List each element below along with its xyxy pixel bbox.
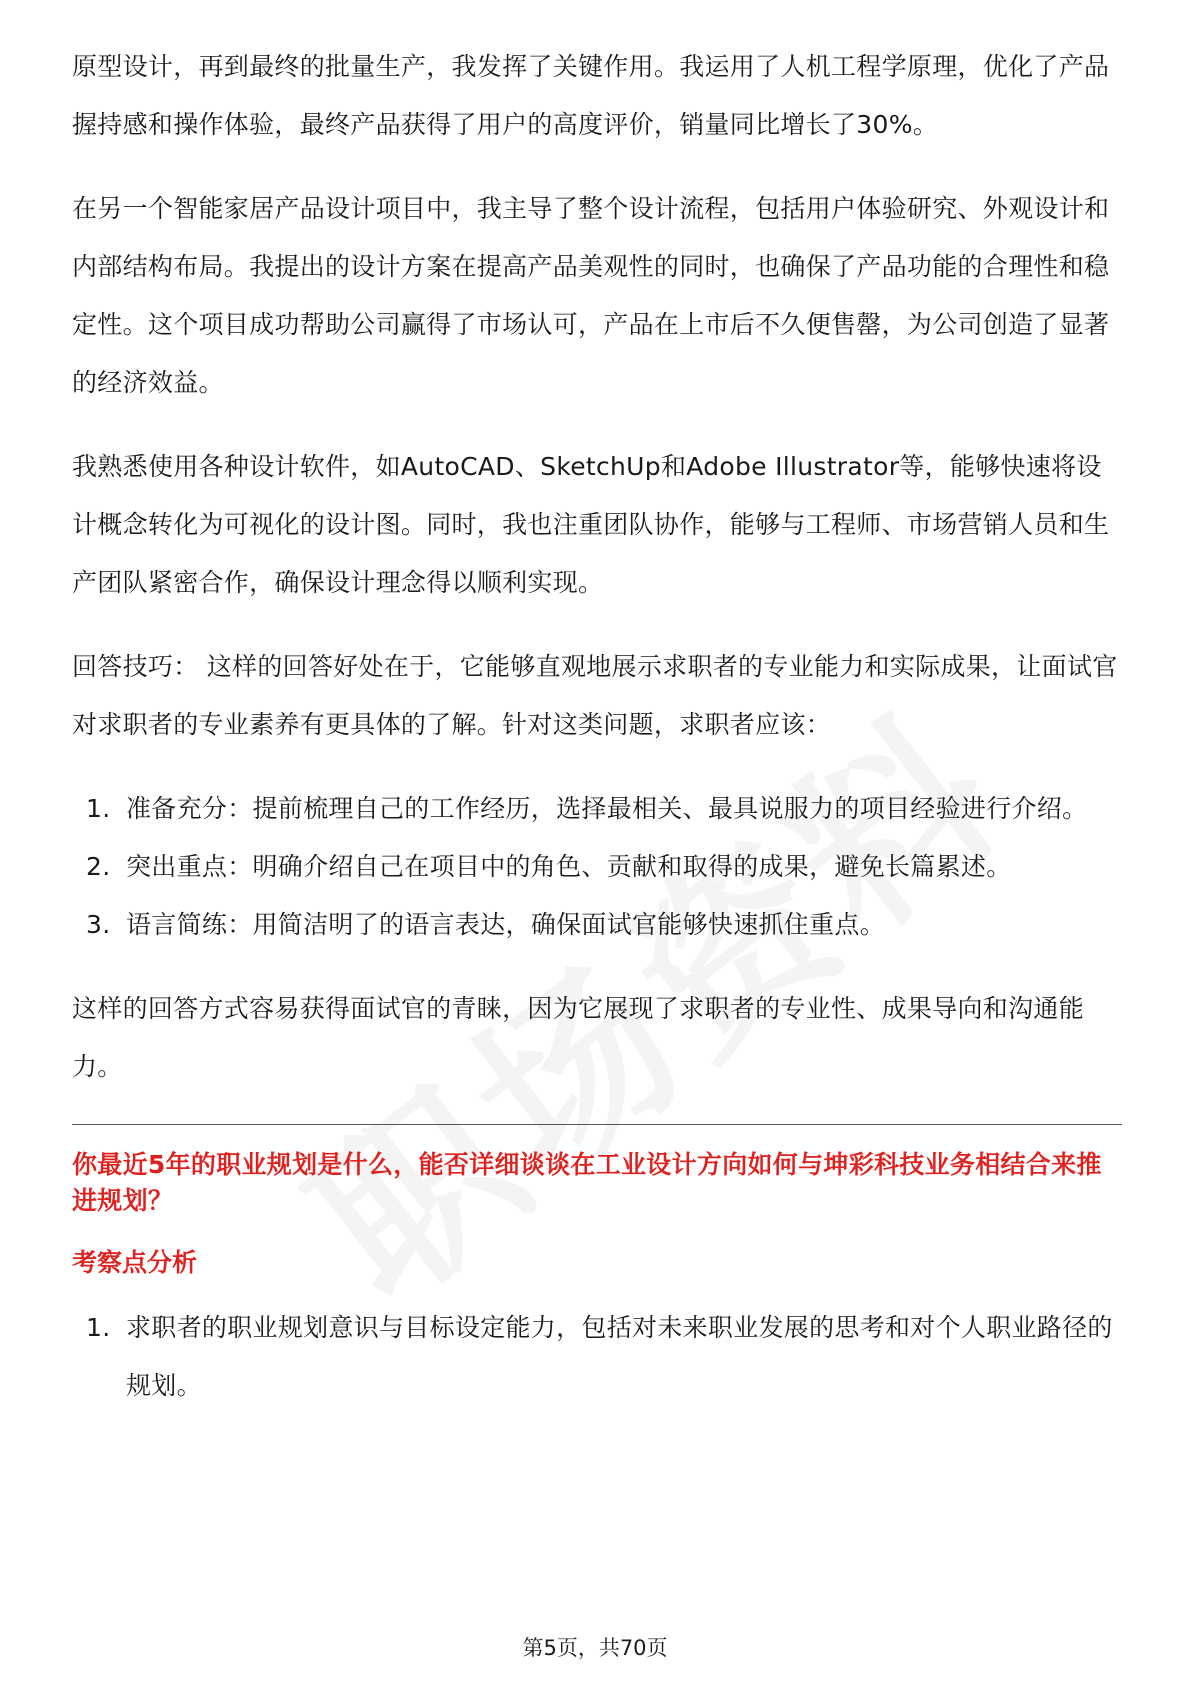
analysis-title: 考察点分析 xyxy=(72,1248,198,1277)
paragraph: 在另一个智能家居产品设计项目中，我主导了整个设计流程，包括用户体验研究、外观设计和内部结构布局。我提出的设计方案在提高产品美观性的同时，也确保了产品功能的合理性和稳定性。这个项目成功帮助公司赢得了市场认可，产品在上市后不久便售罄，为公司创造了显著的经济效益。 xyxy=(72,194,1110,397)
list-number: 1. xyxy=(86,1313,111,1342)
list-item xyxy=(72,896,1122,954)
list-item-text: 语言简练：用简洁明了的语言表达，确保面试官能够快速抓住重点。 xyxy=(126,910,886,939)
list-item-text: 突出重点：明确介绍自己在项目中的角色、贡献和取得的成果，避免长篇累述。 xyxy=(126,852,1012,881)
answer-tips-paragraph: 回答技巧： 这样的回答好处在于，它能够直观地展示求职者的专业能力和实际成果，让面试官对求职者的专业素养有更具体的了解。针对这类问题，求职者应该： xyxy=(72,652,1118,739)
list-item-text: 求职者的职业规划意识与目标设定能力，包括对未来职业发展的思考和对个人职业路径的规划。 xyxy=(126,1313,1113,1400)
list-number: 2. xyxy=(86,852,111,881)
paragraph: 原型设计，再到最终的批量生产，我发挥了关键作用。我运用了人机工程学原理，优化了产品握持感和操作体验，最终产品获得了用户的高度评价，销量同比增长了30%。 xyxy=(72,52,1110,139)
list-number: 3. xyxy=(86,910,111,939)
page-content xyxy=(72,38,1122,1441)
list-item xyxy=(72,838,1122,896)
paragraph: 我熟悉使用各种设计软件，如AutoCAD、SketchUp和Adobe Illustrator等，能够快速将设计概念转化为可视化的设计图。同时，我也注重团队协作，能够与工程师、市场营销人员和生产团队紧密合作，确保设计理念得以顺利实现。 xyxy=(72,452,1110,597)
list-item xyxy=(72,780,1122,838)
page-footer: 第5页，共70页 xyxy=(522,1636,668,1660)
tips-list xyxy=(72,780,1122,954)
list-item xyxy=(72,1299,1122,1415)
list-item-text: 准备充分：提前梳理自己的工作经历，选择最相关、最具说服力的项目经验进行介绍。 xyxy=(126,794,1088,823)
analysis-list xyxy=(72,1299,1122,1415)
interview-question: 你最近5年的职业规划是什么，能否详细谈谈在工业设计方向如何与坤彩科技业务相结合来推进规划？ xyxy=(72,1150,1102,1215)
list-number: 1. xyxy=(86,794,111,823)
section-divider xyxy=(72,1124,1122,1125)
closing-paragraph: 这样的回答方式容易获得面试官的青睐，因为它展现了求职者的专业性、成果导向和沟通能力。 xyxy=(72,994,1085,1081)
